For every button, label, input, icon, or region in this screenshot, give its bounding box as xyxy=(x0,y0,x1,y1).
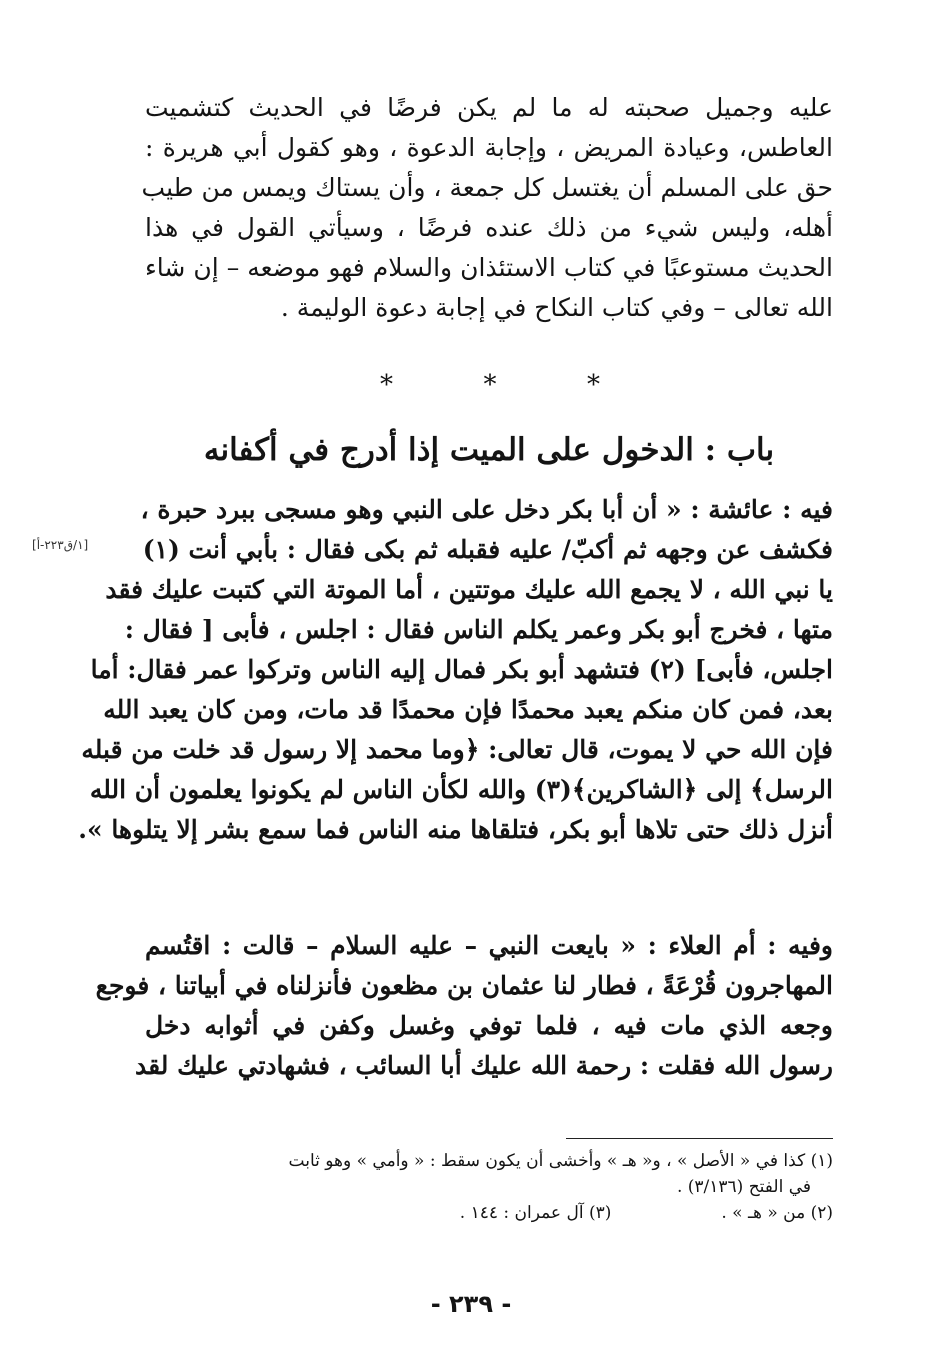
footnote-1-continuation: في الفتح (٣/١٣٦) . xyxy=(676,1177,811,1197)
text-line: المهاجرون قُرْعَةً ، فطار لنا عثمان بن مظعون فأنزلناه في أبياتنا ، فوجع xyxy=(95,971,833,1000)
text-line: وفيه : أم العلاء : « بايعت النبي – عليه السلام – قالت : اقتُسم xyxy=(145,931,833,960)
text-line: رسول الله فقلت : رحمة الله عليك أبا السائب ، فشهادتي عليك لقد xyxy=(135,1051,833,1080)
text-line: أنزل ذلك حتى تلاها أبو بكر، فتلقاها منه الناس فما سمع بشر إلا يتلوها ». xyxy=(78,815,833,844)
footnotes xyxy=(145,1148,833,1226)
text-line: وجعه الذي مات فيه ، فلما توفي وغسل وكفن في أثوابه دخل xyxy=(145,1011,833,1040)
text-line: العاطس، وعيادة المريض ، وإجابة الدعوة ، وهو كقول أبي هريرة : xyxy=(145,133,833,162)
text-line: الرسل﴾ إلى ﴿الشاكرين﴾(٣) والله لكأن الناس لم يكونوا يعلمون أن الله xyxy=(89,775,833,804)
text-line: فكشف عن وجهه ثم أكبّ/ عليه فقبله ثم بكى فقال : بأبي أنت (١) xyxy=(142,535,833,564)
text-line: فيه : عائشة : « أن أبا بكر دخل على النبي وهو مسجى ببرد حبرة ، xyxy=(140,495,833,524)
hadith-paragraph-1 xyxy=(78,490,833,850)
text-line: عليه وجميل صحبته له ما لم يكن فرضًا في الحديث كتشميت xyxy=(145,93,833,122)
footnote-row xyxy=(145,1200,833,1226)
text-line: حق على المسلم أن يغتسل كل جمعة ، وأن يستاك ويمس من طيب xyxy=(141,173,833,202)
manuscript-margin-reference: [١/ق٢٢٣-أ] xyxy=(32,538,89,552)
section-separator xyxy=(380,370,600,400)
asterisk-icon: * xyxy=(483,370,497,400)
asterisk-icon: * xyxy=(380,370,393,400)
text-line: الله تعالى – وفي كتاب النكاح في إجابة دعوة الوليمة . xyxy=(280,293,833,322)
text-line: الحديث مستوعبًا في كتاب الاستئذان والسلام فهو موضعه – إن شاء xyxy=(145,253,833,282)
footnote-2: (٢) من « هـ » . xyxy=(721,1203,833,1223)
text-line: متها ، فخرج أبو بكر وعمر يكلم الناس فقال : اجلس ، فأبى [ فقال : xyxy=(124,615,833,644)
hadith-paragraph-2 xyxy=(95,926,833,1086)
text-line: أهله، وليس شيء من ذلك عنده فرضًا ، وسيأتي القول في هذا xyxy=(145,213,833,242)
text-line: يا نبي الله ، لا يجمع الله عليك موتتين ، أما الموتة التي كتبت عليك فقد xyxy=(105,575,833,604)
chapter-title: باب : الدخول على الميت إذا أدرج في أكفانه xyxy=(203,432,775,468)
text-line: اجلس، فأبى] (٢) فتشهد أبو بكر فمال إليه الناس وتركوا عمر فقال: أما xyxy=(90,655,833,684)
footnote-1: (١) كذا في « الأصل » ، و« هـ » وأخشى أن يكون سقط : « وأمي » وهو ثابت xyxy=(288,1151,833,1171)
text-line: بعد، فمن كان منكم يعبد محمدًا فإن محمدًا قد مات، ومن كان يعبد الله xyxy=(103,695,833,724)
footnote-3: (٣) آل عمران : ١٤٤ . xyxy=(459,1203,612,1223)
intro-paragraph xyxy=(141,88,833,328)
page-number: - ٢٣٩ - xyxy=(430,1290,512,1318)
footnote-divider xyxy=(566,1138,833,1139)
text-line: فإن الله حي لا يموت، قال تعالى: ﴿وما محمد إلا رسول قد خلت من قبله xyxy=(81,735,833,764)
asterisk-icon: * xyxy=(587,370,600,400)
